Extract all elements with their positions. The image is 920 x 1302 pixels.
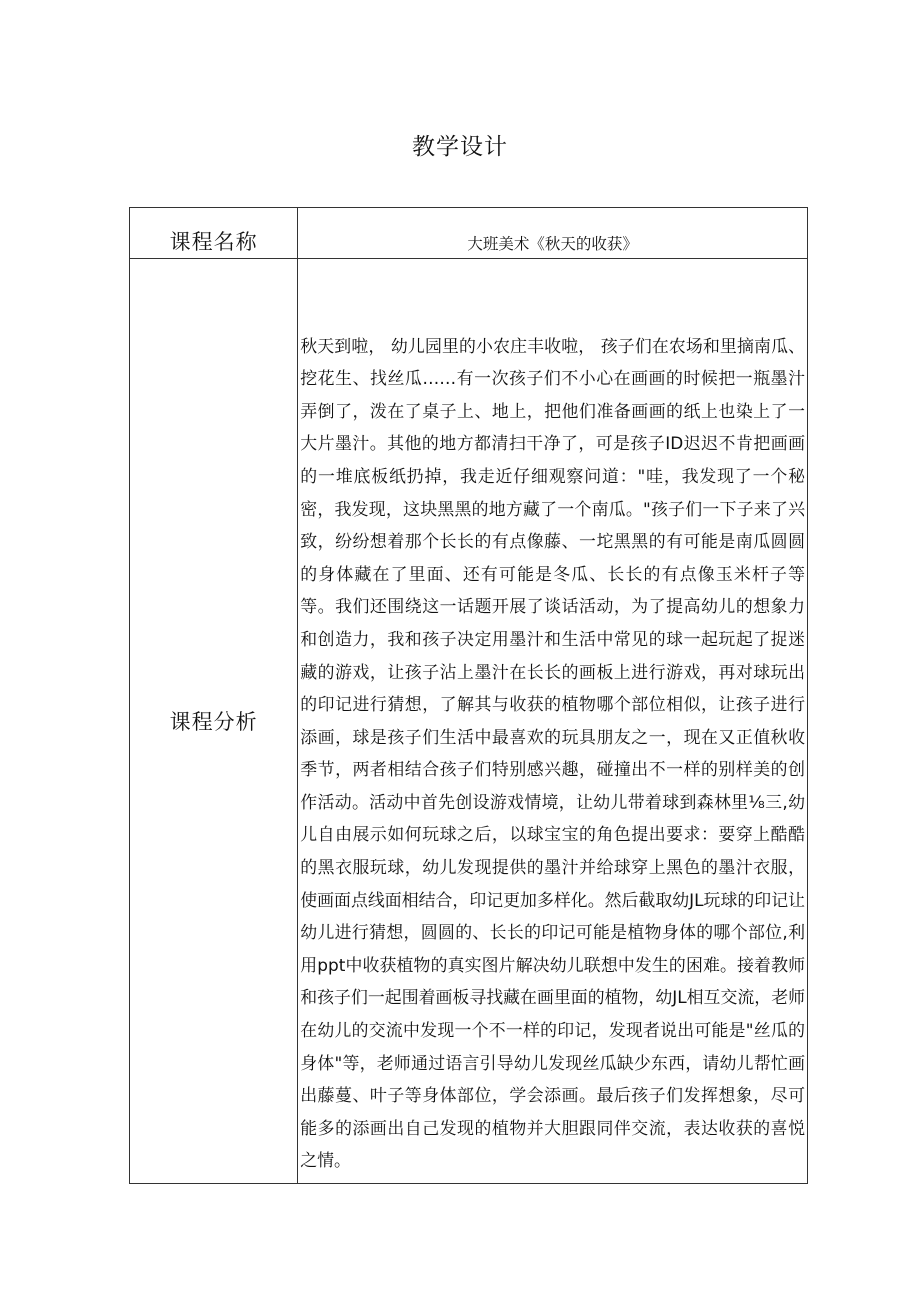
course-analysis-text: 秋天到啦， 幼儿园里的小农庄丰收啦， 孩子们在农场和里摘南瓜、挖花生、找丝瓜……有一次孩子们不小心在画画的时候把一瓶墨汁弄倒了，泼在了桌子上、地上，把他们准备画画的纸上也染上了一大片墨汁。其他的地方都清扫干净了，可是孩子ID迟迟不肯把画画的一堆底板纸扔掉，我走近仔细观察问道："哇，我发现了一个秘密，我发现，这块黑黑的地方藏了一个南瓜。"孩子们一下子来了兴致，纷纷想着那个长长的有点像藤、一坨黑黑的有可能是南瓜圆圆的身体藏在了里面、还有可能是冬瓜、长长的有点像玉米杆子等等。我们还围绕这一话题开展了谈话活动，为了提高幼儿的想象力和创造力，我和孩子决定用墨汁和生活中常见的球一起玩起了捉迷藏的游戏，让孩子沾上墨汁在长长的画板上进行游戏，再对球玩出的印记进行猜想，了解其与收获的植物哪个部位相似，让孩子进行添画，球是孩子们生活中最喜欢的玩具朋友之一，现在又正值秋收季节，两者相结合孩子们特别感兴趣，碰撞出不一样的别样美的创作活动。活动中首先创设游戏情境，让幼儿带着球到森林里⅛三,幼儿自由展示如何玩球之后，以球宝宝的角色提出要求：要穿上酷酷的黑衣服玩球，幼儿发现提供的墨汁并给球穿上黑色的墨汁衣服，使画面点线面相结合，印记更加多样化。然后截取幼JL玩球的印记让幼儿进行猜想，圆圆的、长长的印记可能是植物身体的哪个部位,利用ppt中收获植物的真实图片解决幼儿联想中发生的困难。接着教师和孩子们一起围着画板寻找藏在画里面的植物，幼JL相互交流，老师在幼儿的交流中发现一个不一样的印记，发现者说出可能是"丝瓜的身体"等，老师通过语言引导幼儿发现丝瓜缺少东西，请幼儿帮忙画出藤蔓、叶子等身体部位，学会添画。最后孩子们发挥想象，尽可能多的添画出自己发现的植物并大胆跟同伴交流，表达收获的喜悦之情。 [300,335,805,1171]
course-name-label: 课程名称 [130,208,298,259]
table-row-course-name [130,208,808,259]
course-name-value: 大班美术《秋天的收获》 [298,208,808,259]
course-analysis-cell [298,259,808,1184]
table-row-course-analysis [130,259,808,1184]
lesson-design-table [129,207,808,1184]
page-title: 教学设计 [412,134,508,160]
course-analysis-label: 课程分析 [130,259,298,1184]
